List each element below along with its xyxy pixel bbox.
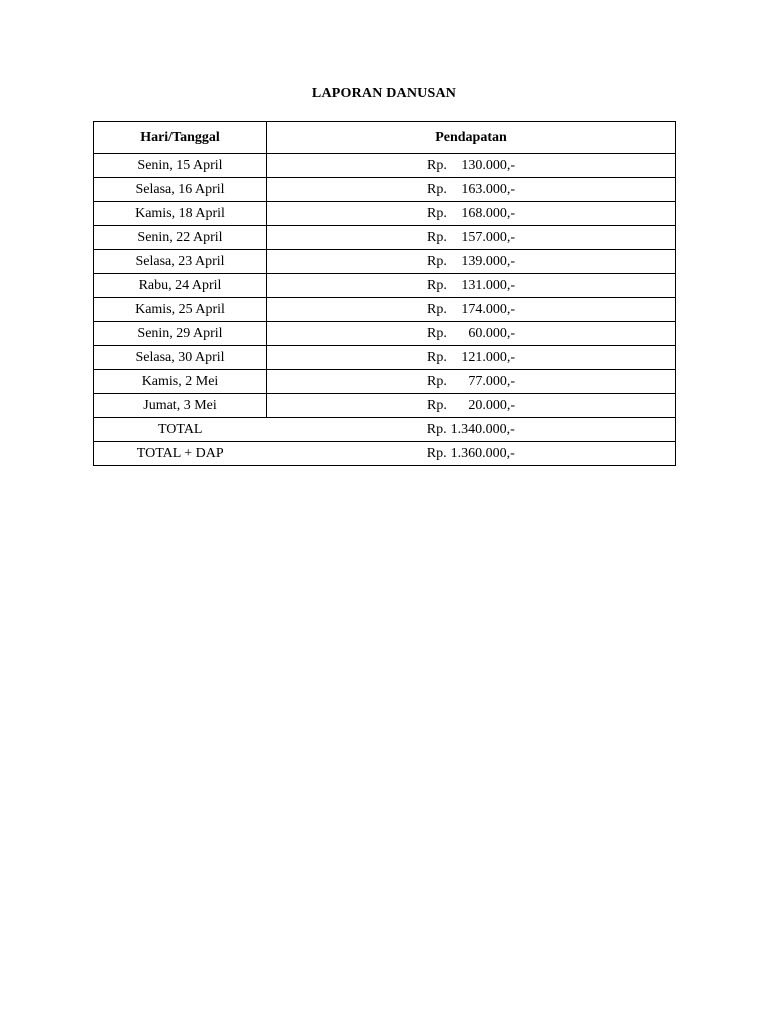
page-title: LAPORAN DANUSAN (311, 86, 457, 101)
currency-label: Rp. (427, 349, 447, 365)
amount-value (427, 300, 515, 320)
income-cell (267, 250, 676, 274)
date-cell: Kamis, 18 April (94, 202, 267, 226)
amount-value (427, 348, 515, 368)
income-cell (267, 178, 676, 202)
date-cell: Senin, 29 April (94, 322, 267, 346)
column-header-date: Hari/Tanggal (94, 122, 267, 154)
total-label: TOTAL (94, 418, 267, 442)
amount-value (427, 444, 515, 464)
income-cell (267, 202, 676, 226)
date-cell: Selasa, 16 April (94, 178, 267, 202)
currency-label: Rp. (426, 445, 447, 461)
income-cell (267, 322, 676, 346)
total-row (94, 442, 676, 466)
amount-value (427, 228, 515, 248)
table-row (94, 154, 676, 178)
date-cell: Kamis, 2 Mei (94, 370, 267, 394)
total-label: TOTAL + DAP (94, 442, 267, 466)
income-table (93, 121, 676, 466)
amount-number: 174.000,- (461, 301, 515, 317)
total-row (94, 418, 676, 442)
amount-value (427, 372, 515, 392)
date-cell: Senin, 22 April (94, 226, 267, 250)
income-cell (267, 442, 676, 466)
amount-number: 1.340.000,- (450, 421, 515, 437)
income-cell (267, 418, 676, 442)
table-row (94, 394, 676, 418)
date-cell: Senin, 15 April (94, 154, 267, 178)
table-body (94, 154, 676, 466)
table-row (94, 346, 676, 370)
amount-value (427, 252, 515, 272)
table-row (94, 298, 676, 322)
amount-value (427, 180, 515, 200)
amount-value (427, 204, 515, 224)
date-cell: Selasa, 23 April (94, 250, 267, 274)
amount-number: 139.000,- (461, 253, 515, 269)
amount-number: 1.360.000,- (450, 445, 515, 461)
amount-number: 157.000,- (461, 229, 515, 245)
amount-value (427, 324, 515, 344)
date-cell: Kamis, 25 April (94, 298, 267, 322)
amount-number: 130.000,- (461, 157, 515, 173)
income-cell (267, 394, 676, 418)
amount-value (427, 420, 515, 440)
currency-label: Rp. (427, 157, 447, 173)
amount-number: 60.000,- (468, 325, 515, 341)
amount-number: 131.000,- (461, 277, 515, 293)
income-cell (267, 370, 676, 394)
amount-number: 77.000,- (468, 373, 515, 389)
income-cell (267, 226, 676, 250)
amount-number: 121.000,- (461, 349, 515, 365)
table-row (94, 226, 676, 250)
amount-value (427, 156, 515, 176)
currency-label: Rp. (427, 301, 447, 317)
currency-label: Rp. (427, 397, 447, 413)
date-cell: Selasa, 30 April (94, 346, 267, 370)
table-header-row (94, 122, 676, 154)
currency-label: Rp. (427, 229, 447, 245)
date-cell: Rabu, 24 April (94, 274, 267, 298)
currency-label: Rp. (427, 205, 447, 221)
amount-number: 168.000,- (461, 205, 515, 221)
table-row (94, 202, 676, 226)
date-cell: Jumat, 3 Mei (94, 394, 267, 418)
currency-label: Rp. (426, 421, 447, 437)
table-row (94, 178, 676, 202)
amount-value (427, 396, 515, 416)
table-row (94, 250, 676, 274)
amount-number: 163.000,- (461, 181, 515, 197)
income-cell (267, 274, 676, 298)
amount-value (427, 276, 515, 296)
currency-label: Rp. (427, 181, 447, 197)
table-row (94, 370, 676, 394)
currency-label: Rp. (427, 325, 447, 341)
amount-number: 20.000,- (468, 397, 515, 413)
table-row (94, 274, 676, 298)
currency-label: Rp. (427, 277, 447, 293)
income-cell (267, 346, 676, 370)
income-cell (267, 154, 676, 178)
currency-label: Rp. (427, 253, 447, 269)
currency-label: Rp. (427, 373, 447, 389)
income-cell (267, 298, 676, 322)
column-header-income: Pendapatan (267, 122, 676, 154)
table-row (94, 322, 676, 346)
